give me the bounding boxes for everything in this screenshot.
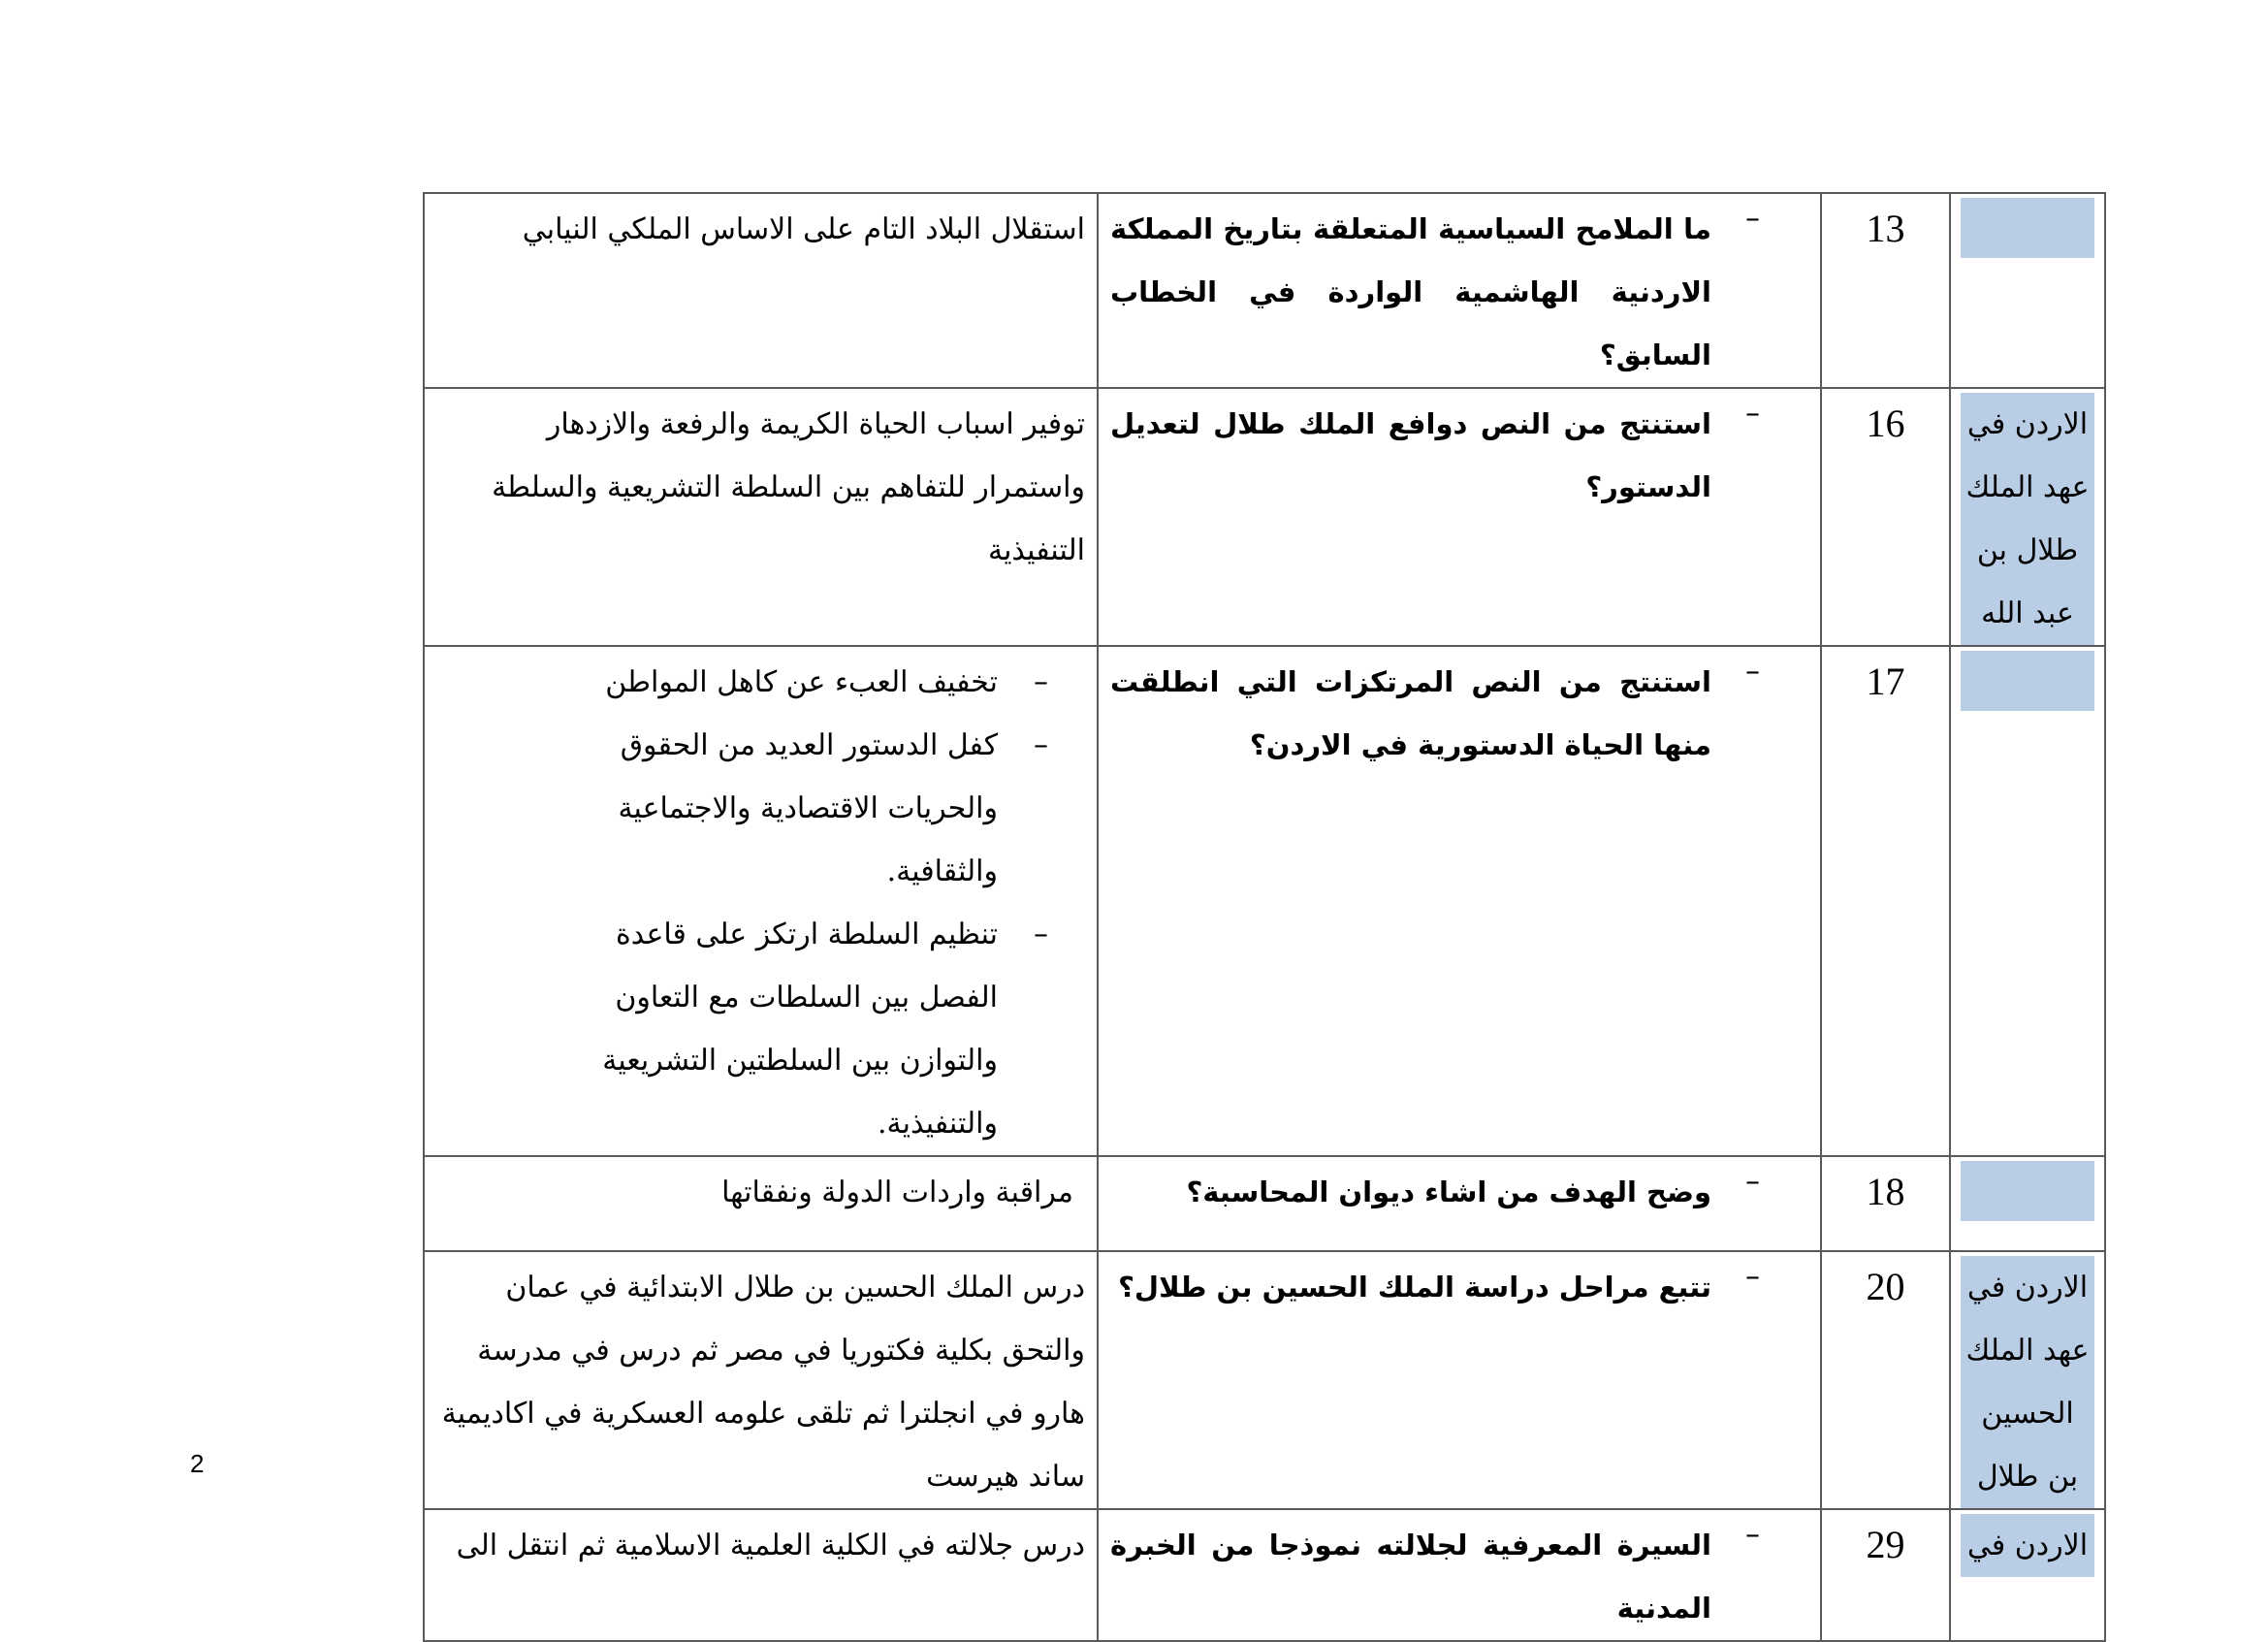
question-text: استنتج من النص المرتكزات التي انطلقت منها الحياة الدستورية في الاردن؟ [1110, 665, 1711, 761]
section-label: الاردن في [1961, 1514, 2094, 1577]
table-row [424, 388, 2105, 646]
table-row [424, 193, 2105, 388]
dash-marker: – [1745, 1518, 1760, 1552]
answer-cell [424, 388, 1098, 646]
question-number: 13 [1821, 193, 1950, 388]
question-cell [1098, 193, 1821, 388]
question-cell [1098, 1251, 1821, 1509]
question-number: 18 [1821, 1156, 1950, 1251]
answer-text: استقلال البلاد التام على الاساس الملكي النيابي [522, 212, 1085, 246]
dash-marker: – [1745, 397, 1760, 431]
section-label [1961, 651, 2094, 711]
section-label: الاردن في عهد الملك طلال بن عبد الله [1961, 393, 2094, 645]
table-row [424, 1156, 2105, 1251]
answer-text: درس جلالته في الكلية العلمية الاسلامية ثم انتقل الى [456, 1529, 1085, 1562]
answer-text: درس الملك الحسين بن طلال الابتدائية في عمان والتحق بكلية فكتوريا في مصر ثم درس في مدرسة هارو في انجلترا ثم تلقى علومه العسكرية في اكاديمية ساند هيرست [441, 1271, 1085, 1494]
question-text: تتبع مراحل دراسة الملك الحسين بن طلال؟ [1118, 1271, 1711, 1304]
table-row [424, 1509, 2105, 1641]
section-label [1961, 1161, 2094, 1221]
dash-marker: – [1034, 728, 1048, 762]
question-cell [1098, 1156, 1821, 1251]
section-cell [1950, 1251, 2105, 1509]
question-text: ما الملامح السياسية المتعلقة بتاريخ المملكة الاردنية الهاشمية الواردة في الخطاب السابق؟ [1110, 212, 1711, 371]
answer-cell [424, 193, 1098, 388]
question-cell [1098, 646, 1821, 1156]
list-item [533, 903, 1048, 1155]
section-label [1961, 198, 2094, 258]
answer-item-text: تنظيم السلطة ارتكز على قاعدة الفصل بين السلطات مع التعاون والتوازن بين السلطتين التشريعية والتنفيذية. [602, 918, 998, 1141]
answer-cell [424, 1156, 1098, 1251]
table-row [424, 1251, 2105, 1509]
list-item [533, 651, 1048, 714]
question-number: 29 [1821, 1509, 1950, 1641]
section-cell [1950, 1509, 2105, 1641]
answer-cell [424, 1251, 1098, 1509]
dash-marker: – [1034, 665, 1048, 699]
section-cell [1950, 193, 2105, 388]
dash-marker: – [1745, 655, 1760, 689]
question-cell [1098, 388, 1821, 646]
answer-list [436, 651, 1085, 1155]
question-text: السيرة المعرفية لجلالته نموذجا من الخبرة المدنية [1110, 1529, 1711, 1625]
answer-cell [424, 646, 1098, 1156]
section-label: الاردن في عهد الملك الحسين بن طلال [1961, 1256, 2094, 1508]
list-item [533, 714, 1048, 903]
page-number: 2 [190, 1449, 205, 1478]
answer-item-text: كفل الدستور العديد من الحقوق والحريات الاقتصادية والاجتماعية والثقافية. [618, 728, 998, 888]
questions-table [423, 192, 2106, 1642]
answer-text: توفير اسباب الحياة الكريمة والرفعة والازدهار واستمرار للتفاهم بين السلطة التشريعية والسلطة التنفيذية [492, 407, 1085, 567]
section-cell [1950, 646, 2105, 1156]
question-text: استنتج من النص دوافع الملك طلال لتعديل الدستور؟ [1110, 407, 1711, 503]
dash-marker: – [1034, 918, 1048, 951]
answer-text: مراقبة واردات الدولة ونفقاتها [721, 1175, 1073, 1209]
dash-marker: – [1745, 1165, 1760, 1199]
answer-cell [424, 1509, 1098, 1641]
dash-marker: – [1745, 202, 1760, 236]
section-cell [1950, 1156, 2105, 1251]
section-cell [1950, 388, 2105, 646]
dash-marker: – [1745, 1260, 1760, 1294]
question-cell [1098, 1509, 1821, 1641]
question-text: وضح الهدف من اشاء ديوان المحاسبة؟ [1186, 1175, 1711, 1208]
question-number: 20 [1821, 1251, 1950, 1509]
question-number: 16 [1821, 388, 1950, 646]
question-number: 17 [1821, 646, 1950, 1156]
table-row [424, 646, 2105, 1156]
answer-item-text: تخفيف العبء عن كاهل المواطن [605, 665, 998, 699]
